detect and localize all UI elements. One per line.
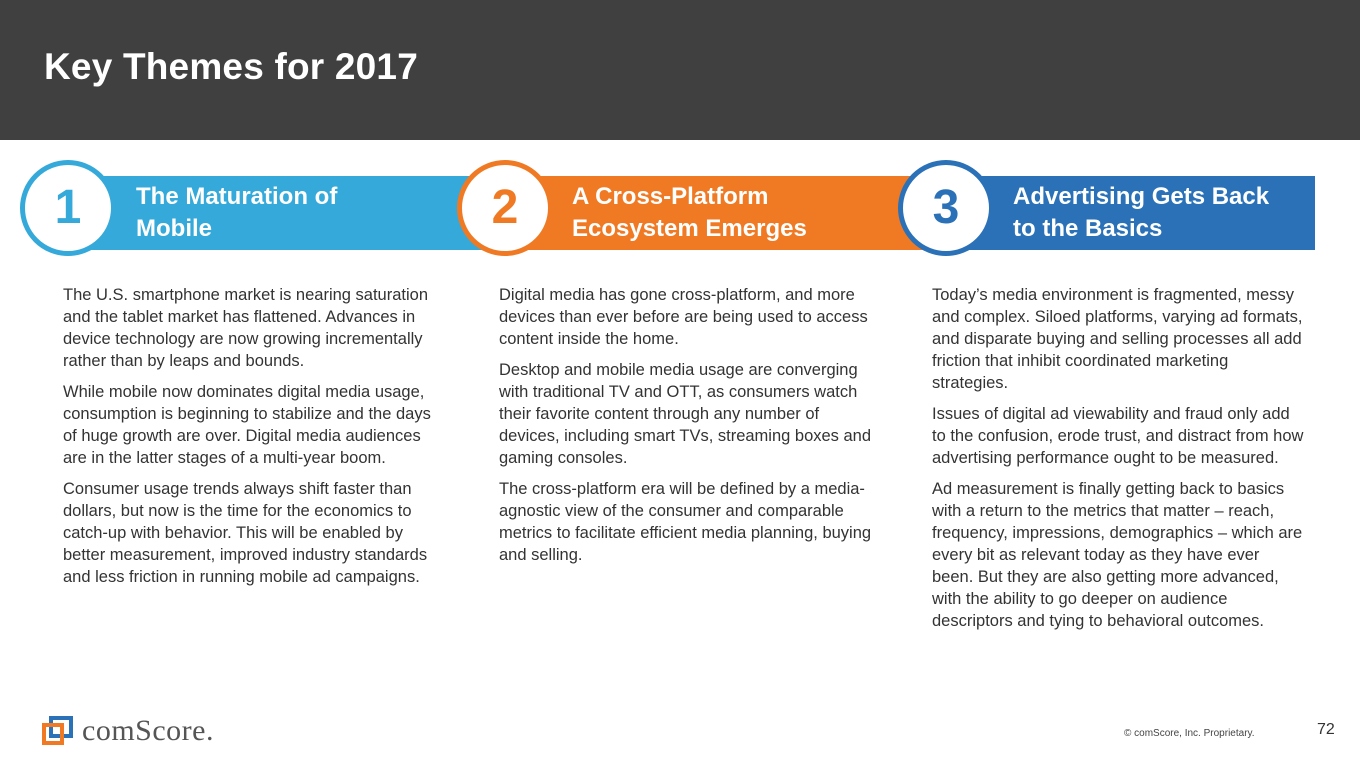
comscore-logo-icon: [42, 716, 76, 746]
theme-3-body: [932, 284, 1304, 641]
theme-1-banner: [60, 176, 500, 250]
theme-1-heading: The Maturation of Mobile: [136, 183, 338, 242]
theme-2-paragraph: The cross-platform era will be defined by a media-agnostic view of the consumer and comparable metrics to facilitate efficient media planning, buying and selling.: [499, 480, 872, 564]
theme-1-paragraph: Consumer usage trends always shift faster than dollars, but now is the time for the economics to catch-up with behavior. This will be enabled by better measurement, improved industry standards and less friction in running mobile ad campaigns.: [63, 480, 428, 586]
theme-1-body: [63, 284, 439, 597]
theme-1-paragraph: While mobile now dominates digital media usage, consumption is beginning to stabilize and the days of huge growth are over. Digital media audiences are in the latter stages of a multi-year boom.: [63, 383, 431, 467]
page-number: 72: [1317, 721, 1335, 738]
copyright-text: © comScore, Inc. Proprietary.: [1124, 728, 1255, 739]
comscore-logo: [42, 714, 232, 747]
theme-2-number-badge: [457, 160, 553, 256]
theme-2-paragraph: Desktop and mobile media usage are converging with traditional TV and OTT, as consumers watch their favorite content through any number of devices, including smart TVs, streaming boxes and gaming consoles.: [499, 361, 872, 467]
theme-2-paragraph: Digital media has gone cross-platform, and more devices than ever before are being used to access content inside the home.: [499, 286, 868, 348]
theme-2-banner: [500, 176, 940, 250]
theme-3-paragraph: Issues of digital ad viewability and fraud only add to the confusion, erode trust, and distract from how advertising performance ought to be measured.: [932, 405, 1304, 467]
theme-3-number: 3: [932, 181, 960, 234]
header-bar: [0, 0, 1360, 140]
theme-1-number-badge: [20, 160, 116, 256]
theme-3-paragraph: Ad measurement is finally getting back to basics with a return to the metrics that matter – reach, frequency, impressions, demographics – which are every bit as relevant today as they have ever been. But they are also getting more advanced, with the ability to go deeper on audience descriptors and tying to behavioral outcomes.: [932, 480, 1303, 630]
theme-1-paragraph: The U.S. smartphone market is nearing saturation and the tablet market has flattened. Advances in device technology are now growing incrementally rather than by leaps and bounds.: [63, 286, 429, 370]
theme-3-banner: [940, 176, 1315, 250]
theme-2-number: 2: [491, 181, 519, 234]
theme-2-body: [499, 284, 881, 575]
theme-3-heading: Advertising Gets Back to the Basics: [1013, 183, 1270, 242]
theme-1-number: 1: [54, 181, 82, 234]
theme-3-number-badge: [898, 160, 994, 256]
theme-3-paragraph: Today’s media environment is fragmented, messy and complex. Siloed platforms, varying ad formats, and disparate buying and selling processes all add friction that inhibit coordinated marketing strategies.: [932, 286, 1303, 392]
theme-2-heading: A Cross-Platform Ecosystem Emerges: [572, 183, 807, 242]
page-title: Key Themes for 2017: [44, 46, 418, 87]
comscore-logo-text: comScore.: [82, 714, 214, 747]
